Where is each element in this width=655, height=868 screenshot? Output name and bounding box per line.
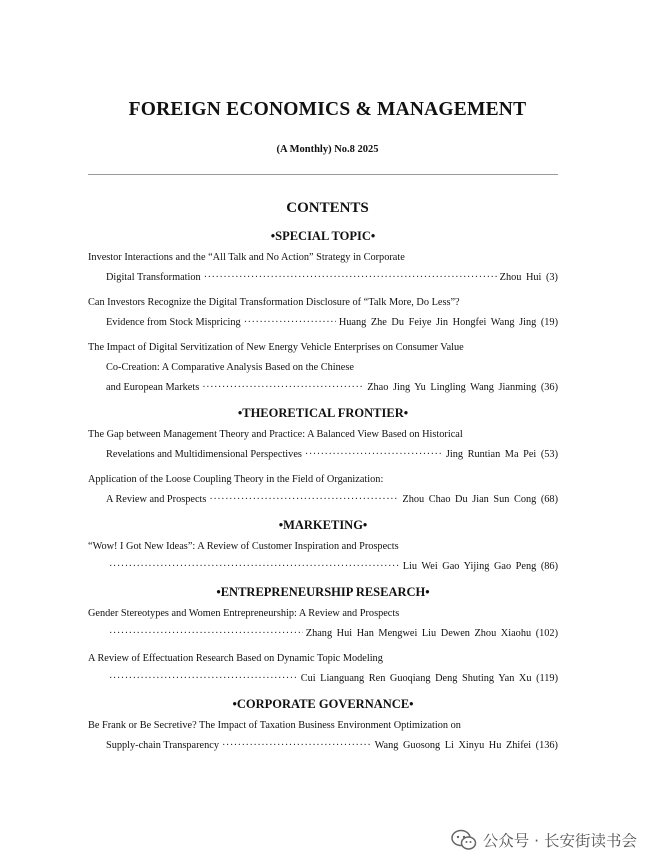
dot-leader [109, 624, 303, 644]
toc-entry-line [88, 557, 558, 577]
toc-entry [88, 716, 558, 756]
contents-heading: CONTENTS [286, 200, 369, 216]
article-title-text: Be Frank or Be Secretive? The Impact of Taxation Business Environment Optimization on [88, 720, 461, 731]
watermark [451, 829, 637, 851]
authors-and-page: Zhao Jing Yu Lingling Wang Jianming (36) [367, 382, 558, 393]
toc-entry-line [88, 425, 558, 445]
article-title-text: A Review and Prospects [106, 494, 207, 505]
dot-leader [244, 313, 336, 333]
authors-and-page: Jing Runtian Ma Pei (53) [445, 449, 558, 460]
dot-leader [209, 490, 399, 510]
dot-leader [109, 557, 400, 577]
authors-and-page: Liu Wei Gao Yijing Gao Peng (86) [402, 561, 558, 572]
toc-entry-line [88, 649, 558, 669]
wechat-icon [451, 829, 477, 851]
article-title-text: Gender Stereotypes and Women Entrepreneurship: A Review and Prospects [88, 608, 400, 619]
watermark-text: 公众号 · 长安街读书会 [482, 832, 637, 850]
section-heading: •ENTREPRENEURSHIP RESEARCH• [216, 585, 430, 599]
authors-and-page: Zhou Chao Du Jian Sun Cong (68) [402, 494, 558, 505]
toc-entry [88, 293, 558, 333]
article-title-text: The Impact of Digital Servitization of New Energy Vehicle Enterprises on Consumer Value [88, 342, 464, 353]
toc-entry [88, 470, 558, 510]
issue-line: (A Monthly) No.8 2025 [276, 144, 379, 155]
article-title-text: Investor Interactions and the “All Talk and No Action” Strategy in Corporate [88, 252, 405, 263]
authors-and-page: Wang Guosong Li Xinyu Hu Zhifei (136) [374, 740, 558, 751]
article-title-text: Revelations and Multidimensional Perspectives [106, 449, 302, 460]
dot-leader [204, 268, 497, 288]
section-heading: •SPECIAL TOPIC• [270, 229, 376, 243]
toc-entry-line [88, 604, 558, 624]
toc-entry [88, 425, 558, 465]
toc-entry [88, 537, 558, 577]
authors-and-page: Huang Zhe Du Feiye Jin Hongfei Wang Jing (19) [338, 317, 558, 328]
toc-entry-line [88, 445, 558, 465]
dot-leader [109, 669, 298, 689]
authors-and-page: Zhou Hui (3) [499, 272, 558, 283]
dot-leader [202, 378, 364, 398]
toc-entry-line [88, 490, 558, 510]
article-title-text: “Wow! I Got New Ideas”: A Review of Customer Inspiration and Prospects [88, 541, 399, 552]
toc-entry-line [88, 338, 558, 358]
article-title-text: Evidence from Stock Mispricing [106, 317, 241, 328]
toc-entry-line [88, 669, 558, 689]
toc-entry-line [88, 268, 558, 288]
header-divider [88, 174, 558, 175]
article-title-text: A Review of Effectuation Research Based on Dynamic Topic Modeling [88, 653, 383, 664]
dot-leader [222, 736, 372, 756]
authors-and-page: Cui Lianguang Ren Guoqiang Deng Shuting Yan Xu (119) [300, 673, 558, 684]
toc-entry-line [88, 624, 558, 644]
article-title-text: and European Markets [106, 382, 200, 393]
toc-entry [88, 649, 558, 689]
toc-entry-line [88, 378, 558, 398]
toc-entry-line [88, 293, 558, 313]
dot-leader [305, 445, 443, 465]
article-title-text: The Gap between Management Theory and Practice: A Balanced View Based on Historical [88, 429, 463, 440]
toc-entry-line [88, 736, 558, 756]
section-heading: •MARKETING• [278, 518, 368, 532]
toc-entry [88, 338, 558, 398]
toc-entry-line [88, 716, 558, 736]
toc-entry-line [88, 313, 558, 333]
article-title-text: Application of the Loose Coupling Theory in the Field of Organization: [88, 474, 384, 485]
authors-and-page: Zhang Hui Han Mengwei Liu Dewen Zhou Xiaohu (102) [305, 628, 558, 639]
article-title-text: Can Investors Recognize the Digital Transformation Disclosure of “Talk More, Do Less”? [88, 297, 460, 308]
article-title-text: Digital Transformation [106, 272, 201, 283]
toc-entry-line [88, 358, 558, 378]
toc-entry-line [88, 537, 558, 557]
section-heading: •THEORETICAL FRONTIER• [237, 406, 409, 420]
journal-title: FOREIGN ECONOMICS & MANAGEMENT [128, 99, 527, 120]
table-of-contents [88, 226, 558, 761]
toc-entry [88, 604, 558, 644]
toc-entry-line [88, 248, 558, 268]
toc-entry [88, 248, 558, 288]
section-heading: •CORPORATE GOVERNANCE• [232, 697, 414, 711]
article-title-text: Supply-chain Transparency [106, 740, 219, 751]
article-title-text: Co-Creation: A Comparative Analysis Based on the Chinese [106, 362, 354, 373]
toc-entry-line [88, 470, 558, 490]
